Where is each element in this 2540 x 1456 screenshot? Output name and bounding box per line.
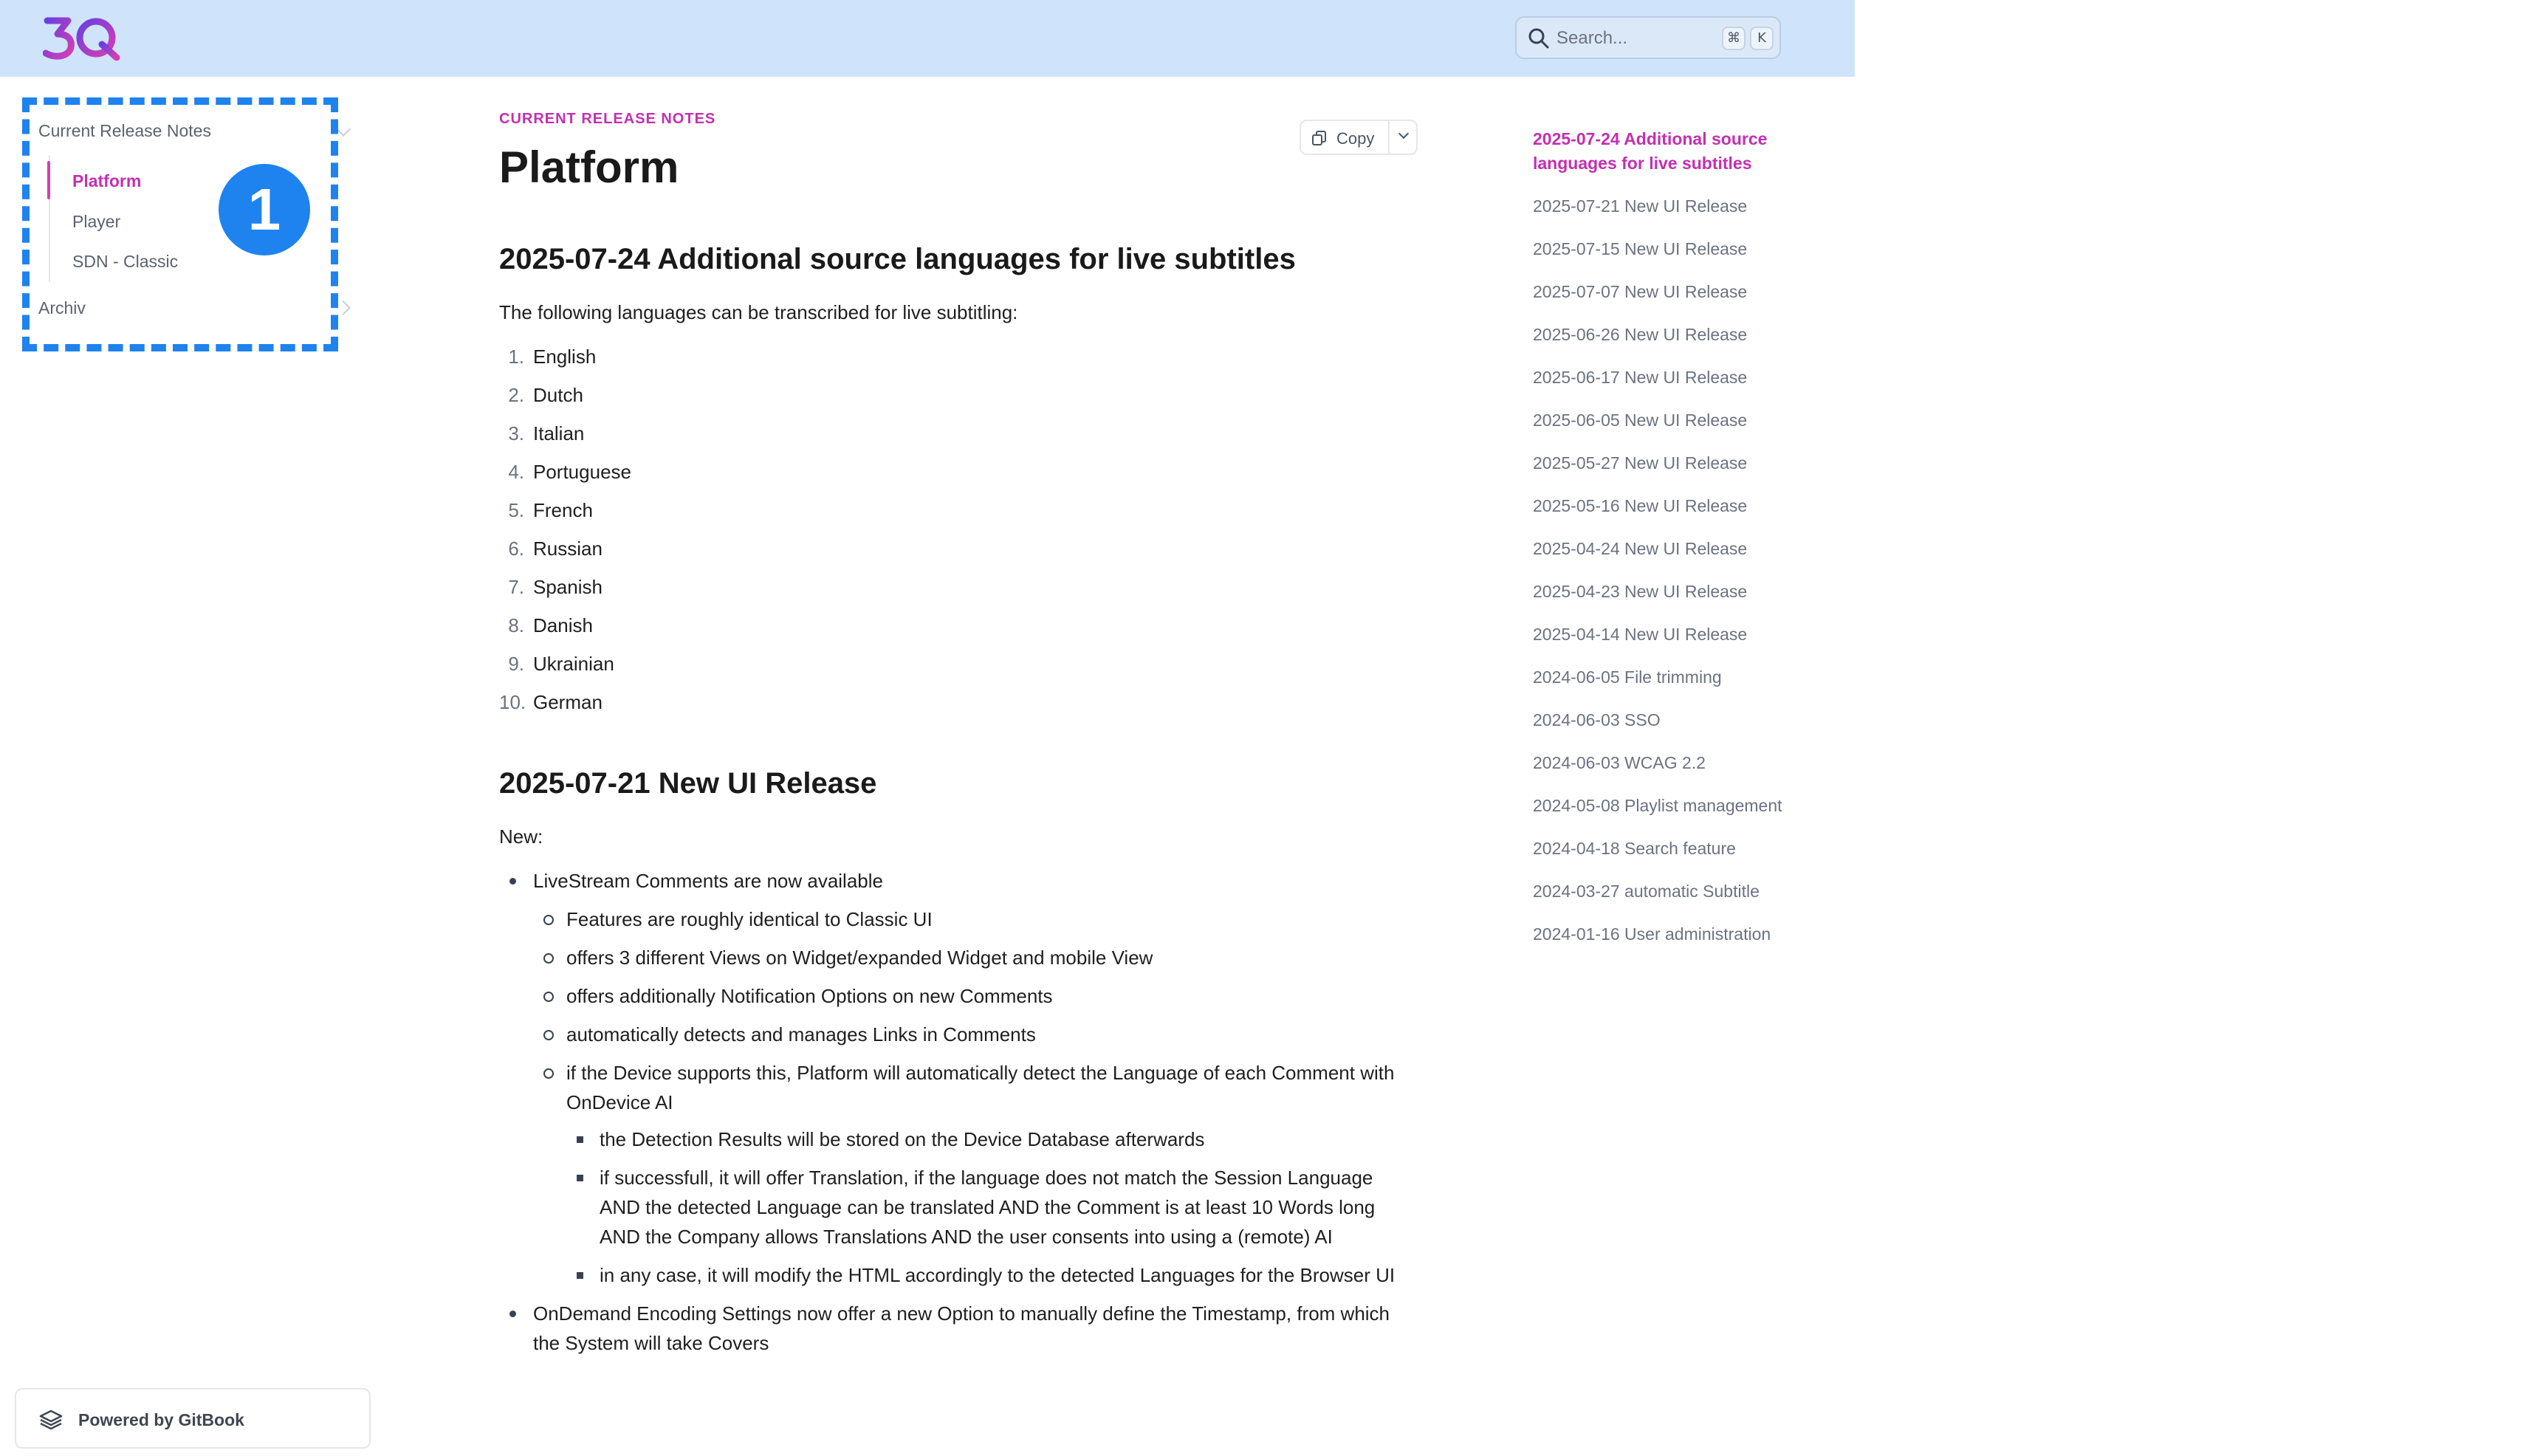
- powered-by-label: Powered by GitBook: [78, 1410, 244, 1429]
- list-item: in any case, it will modify the HTML accordingly to the detected Languages for the Browser UI: [566, 1260, 1418, 1290]
- list-item: if the Device supports this, Platform will automatically detect the Language of each Comment with OnDevice AI the Detection Results will be stored on the Device Database afterwards if successfull, it will offer Translation, if the language does not match the Session Language AND the detected Language can be translated AND the Comment is at least 10 Words long AND the Company allows Translations AND the user consents into using a (remote) AI in any case, it will modify the HTML accordingly to the detected Languages for the Browser UI: [533, 1058, 1418, 1290]
- toc-item[interactable]: 2024-04-18 Search feature: [1533, 839, 1736, 858]
- list-item: LiveStream Comments are now available Features are roughly identical to Classic UI offers 3 different Views on Widget/expanded Widget and mobile View offers additionally Notification Options on new Comments automatically detects and manages Links in Comments if the Device supports this, Platform will automatically detect the Language of each Comment with OnDevice AI the Detection Results will be stored on the Device Database afterwards if successfull, it will offer Translation, if the language does not match the Session Language AND the detected Language can be translated AND the Comment is at least 10 Words long AND the Company allows Translations AND the user consents into using a (remote) AI in any case, it will modify the HTML accordingly to the detected Languages for the Browser UI: [499, 866, 1418, 1290]
- list-item: 10. German: [499, 691, 603, 713]
- sidebar-active-indicator: [47, 161, 50, 199]
- table-of-contents: [1533, 127, 1784, 965]
- search-icon: [1527, 27, 1551, 50]
- 3q-logo[interactable]: [43, 15, 121, 61]
- toc-item[interactable]: 2025-04-14 New UI Release: [1533, 625, 1748, 644]
- section-intro: The following languages can be transcribed for live subtitling:: [499, 301, 1018, 323]
- copy-label: Copy: [1336, 129, 1375, 148]
- nested-list: [533, 904, 1418, 1290]
- page-title: Platform: [499, 142, 679, 192]
- list-item: 7. Spanish: [508, 576, 603, 598]
- sidebar-group-archiv[interactable]: Archiv: [38, 298, 86, 317]
- copy-icon: [1311, 130, 1328, 146]
- sidebar-item-player[interactable]: Player: [72, 212, 121, 231]
- list-item: 3. Italian: [508, 422, 585, 444]
- toc-item[interactable]: 2025-05-16 New UI Release: [1533, 496, 1748, 515]
- copy-page-button[interactable]: [1300, 120, 1418, 155]
- list-item: offers 3 different Views on Widget/expanded Widget and mobile View: [533, 943, 1418, 972]
- list-item: 1. English: [508, 346, 597, 368]
- list-item: Features are roughly identical to Classic UI: [533, 904, 1418, 934]
- toc-item[interactable]: 2025-06-17 New UI Release: [1533, 368, 1748, 387]
- gitbook-icon: [38, 1409, 64, 1431]
- list-item: 5. French: [508, 499, 593, 521]
- toc-item[interactable]: 2025-06-26 New UI Release: [1533, 325, 1748, 344]
- list-item: 9. Ukrainian: [508, 653, 614, 675]
- toc-item[interactable]: 2025-07-21 New UI Release: [1533, 196, 1748, 216]
- sidebar-item-platform[interactable]: Platform: [72, 171, 142, 190]
- sidebar: [0, 77, 384, 1456]
- toc-item[interactable]: 2024-03-27 automatic Subtitle: [1533, 882, 1760, 901]
- toc-item[interactable]: 2025-04-24 New UI Release: [1533, 539, 1748, 558]
- toc-item[interactable]: 2024-06-05 File trimming: [1533, 667, 1722, 687]
- list-item: if successfull, it will offer Translation, if the language does not match the Session Language AND the detected Language can be translated AND the Comment is at least 10 Words long AND the Company allows Translations AND the user consents into using a (remote) AI: [566, 1163, 1418, 1251]
- toc-item[interactable]: 2024-06-03 WCAG 2.2: [1533, 753, 1706, 772]
- list-item: the Detection Results will be stored on the Device Database afterwards: [566, 1124, 1418, 1154]
- main-content: [499, 111, 1418, 1367]
- chevron-down-icon[interactable]: [1398, 128, 1409, 139]
- toc-item[interactable]: 2024-06-03 SSO: [1533, 710, 1661, 729]
- toc-item[interactable]: 2025-05-27 New UI Release: [1533, 453, 1748, 473]
- shortcut-cmd-key: ⌘: [1722, 27, 1746, 50]
- release-notes-list: [499, 866, 1418, 1358]
- breadcrumb: CURRENT RELEASE NOTES: [499, 111, 716, 127]
- toc-item[interactable]: 2025-07-15 New UI Release: [1533, 239, 1748, 258]
- search-placeholder: Search...: [1556, 28, 1628, 48]
- annotation-number-badge: 1: [219, 164, 310, 255]
- toc-item[interactable]: 2024-01-16 User administration: [1533, 924, 1771, 944]
- section-heading-live-subtitles: 2025-07-24 Additional source languages for live subtitles: [499, 243, 1296, 275]
- toc-item[interactable]: 2024-05-08 Playlist management: [1533, 796, 1782, 815]
- search-box[interactable]: [1515, 16, 1781, 59]
- toc-item[interactable]: 2025-07-24 Additional source languages for live subtitles: [1533, 129, 1768, 173]
- nested-list: [566, 1124, 1418, 1290]
- list-item: 8. Danish: [508, 614, 593, 636]
- top-header: [0, 0, 1855, 77]
- toc-item[interactable]: 2025-07-07 New UI Release: [1533, 282, 1748, 301]
- section-heading-new-ui-release: 2025-07-21 New UI Release: [499, 767, 877, 800]
- list-item: 4. Portuguese: [508, 461, 631, 483]
- copy-button-divider: [1388, 121, 1390, 154]
- powered-by-gitbook-link[interactable]: [15, 1388, 371, 1449]
- list-item: 6. Russian: [508, 538, 603, 560]
- section-intro: New:: [499, 825, 543, 848]
- shortcut-k-key: K: [1750, 27, 1774, 50]
- languages-list: [499, 343, 1418, 727]
- sidebar-group-current-release-notes[interactable]: Current Release Notes: [38, 121, 211, 140]
- list-item: automatically detects and manages Links in Comments: [533, 1020, 1418, 1049]
- sidebar-item-sdn-classic[interactable]: SDN - Classic: [72, 252, 179, 271]
- toc-item[interactable]: 2025-06-05 New UI Release: [1533, 411, 1748, 430]
- toc-item[interactable]: 2025-04-23 New UI Release: [1533, 582, 1748, 601]
- list-item: OnDemand Encoding Settings now offer a new Option to manually define the Timestamp, from which the System will take Covers: [499, 1299, 1418, 1358]
- list-item: offers additionally Notification Options on new Comments: [533, 981, 1418, 1011]
- list-item: 2. Dutch: [508, 384, 583, 406]
